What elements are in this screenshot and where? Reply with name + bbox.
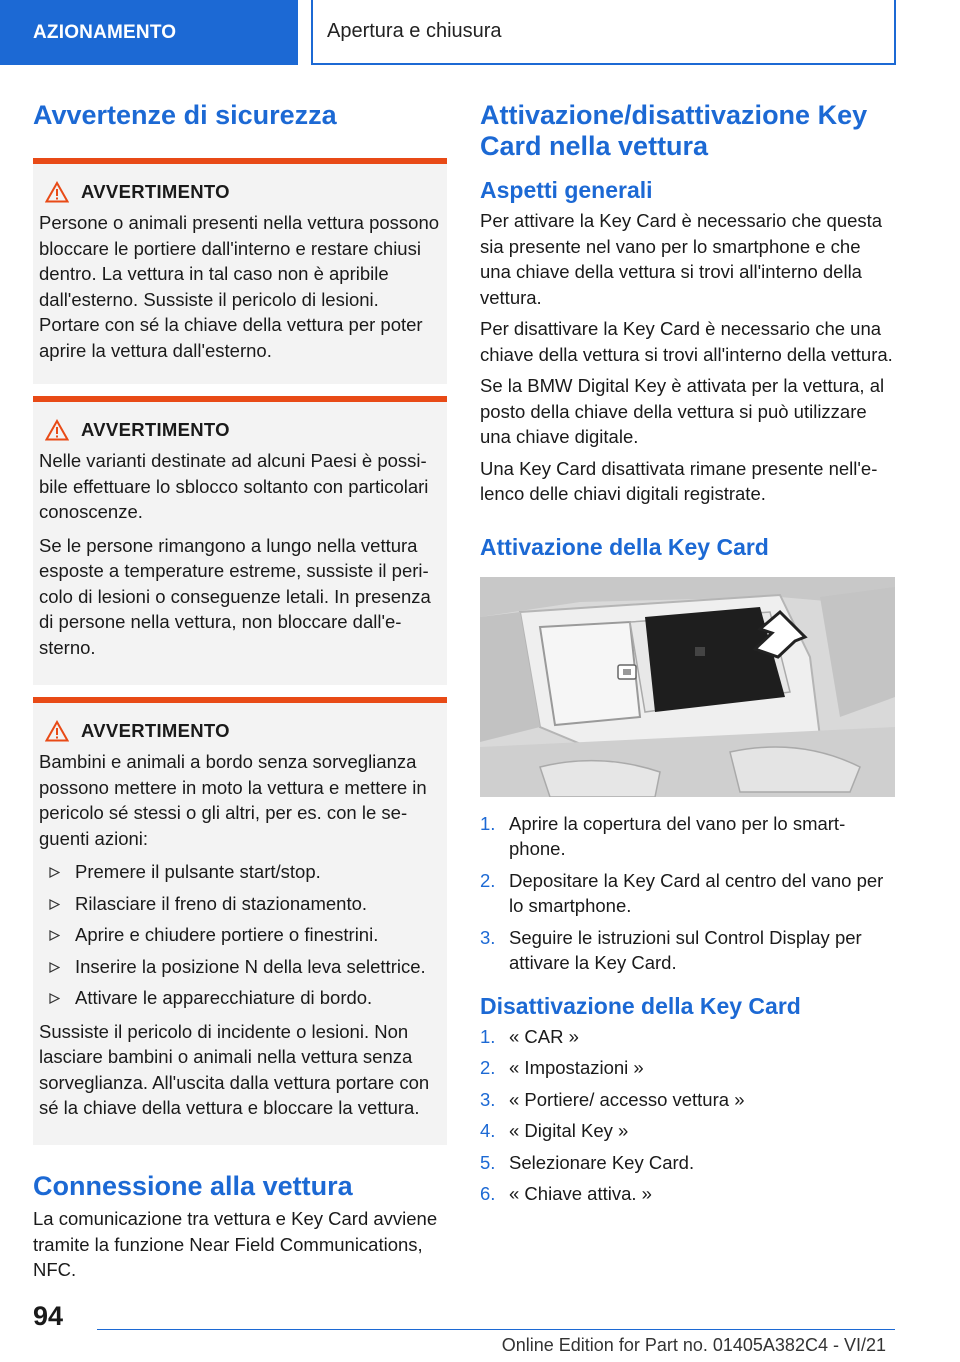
- list-item: 3. Seguire le istruzioni sul Control Display per attivare la Key Card.: [480, 926, 862, 973]
- warning-triangle-icon: [45, 181, 69, 203]
- warning-text: Nelle varianti destinate ad alcuni Paesi è possibile effettuare lo sblocco soltanto con particolari conoscenze.: [39, 450, 429, 522]
- warning-box-1: [33, 158, 447, 384]
- warning-title: AVVERTIMENTO: [39, 418, 441, 442]
- list-item: Attivare le apparecchiature di bordo.: [39, 985, 441, 1011]
- bullet-triangle-icon: [49, 993, 60, 1004]
- section-label: AZIONAMENTO: [33, 21, 177, 43]
- warning-text: Sussiste il pericolo di incidente o lesioni. Non lasciare bambini o animali nella vettura senza sorveglianza. All'uscita dalla vettura portare con sé la chiave della vettura e bloccare la vettura.: [39, 1020, 430, 1118]
- paragraph: Per disattivare la Key Card è necessario che una chiave della vettura si trovi all'interno della vettura.: [480, 318, 893, 365]
- list-item: Premere il pulsante start/stop.: [39, 859, 441, 885]
- list-item: Rilasciare il freno di stazionamento.: [39, 891, 441, 917]
- left-column: [33, 100, 447, 1283]
- right-column: [480, 100, 895, 1213]
- keycard-heading: Attivazione/disattivazione Key Card nella vettura: [480, 100, 868, 161]
- deactivation-heading: Disattivazione della Key Card: [480, 992, 801, 1019]
- paragraph: Per attivare la Key Card è necessario che questa sia presente nel vano per lo smartphone e che una chiave della vettura si trovi all'interno della vettura.: [480, 210, 883, 308]
- list-item: 5. Selezionare Key Card.: [480, 1151, 695, 1173]
- list-item: 3. « Portiere/ accesso vettura »: [480, 1088, 745, 1110]
- warning-triangle-icon: [45, 419, 69, 441]
- bullet-triangle-icon: [49, 867, 60, 878]
- warning-box-2: [33, 396, 447, 685]
- tray-photo-graphic: [480, 577, 895, 797]
- warning-title: AVVERTIMENTO: [39, 719, 441, 743]
- activation-steps: [480, 811, 895, 976]
- paragraph: Se la BMW Digital Key è attivata per la vettura, al posto della chiave della vettura si può utilizzare una chiave digitale.: [480, 375, 885, 447]
- list-item: 6. « Chiave attiva. »: [480, 1183, 652, 1204]
- section-tab: [0, 0, 298, 65]
- deactivation-steps: [480, 1024, 895, 1207]
- bullet-triangle-icon: [49, 962, 60, 973]
- list-item: 2. Depositare la Key Card al centro del vano per lo smartphone.: [480, 869, 884, 916]
- connection-text: La comunicazione tra vettura e Key Card avviene tramite la funzione Near Field Communications, NFC.: [33, 1208, 438, 1280]
- bullet-triangle-icon: [49, 899, 60, 910]
- warning-triangle-icon: [45, 720, 69, 742]
- warning-box-3: [33, 697, 447, 1145]
- paragraph: Una Key Card disattivata rimane presente nell'elenco delle chiavi digitali registrate.: [480, 457, 878, 504]
- list-item: 1. Aprire la copertura del vano per lo smartphone.: [480, 812, 846, 859]
- smartphone-tray-illustration: [480, 577, 895, 797]
- list-item: Aprire e chiudere portiere o finestrini.: [39, 922, 441, 948]
- action-list: [39, 859, 441, 1011]
- list-item: Inserire la posizione N della leva selettrice.: [39, 954, 441, 980]
- page-number: 94: [33, 1301, 64, 1331]
- list-item: 1. « CAR »: [480, 1025, 579, 1047]
- list-item: 2. « Impostazioni »: [480, 1057, 644, 1078]
- warning-text: Persone o animali presenti nella vettura possono bloccare le portiere dall'interno e restare chiusi dentro. La vettura in tal caso non è apribile dall'esterno. Sussiste il pericolo di lesioni. Portare con sé la chiave della vettura per poter aprire la vettura dall'esterno.: [39, 212, 440, 361]
- edition-note: Online Edition for Part no. 01405A382C4 - VI/21: [501, 1335, 886, 1355]
- chapter-label: Apertura e chiusura: [327, 20, 502, 42]
- connection-heading: Connessione alla vettura: [33, 1171, 353, 1201]
- safety-heading: Avvertenze di sicurezza: [33, 100, 337, 130]
- warning-text: Se le persone rimangono a lungo nella vettura esposte a temperature estreme, sussiste il pericolo di lesioni o conseguenze letali. In presenza di persone nella vettura, non bloccare dall'esterno.: [39, 534, 431, 658]
- warning-text: Bambini e animali a bordo senza sorveglianza possono mettere in moto la vettura e mettere in pericolo sé stessi o gli altri, per es. con le seguenti azioni:: [39, 751, 427, 849]
- bullet-triangle-icon: [49, 930, 60, 941]
- activation-heading: Attivazione della Key Card: [480, 533, 769, 560]
- warning-title: AVVERTIMENTO: [39, 180, 441, 204]
- list-item: 4. « Digital Key »: [480, 1120, 629, 1141]
- chapter-header: [311, 0, 896, 65]
- general-heading: Aspetti generali: [480, 177, 653, 203]
- footer-divider: [97, 1329, 895, 1330]
